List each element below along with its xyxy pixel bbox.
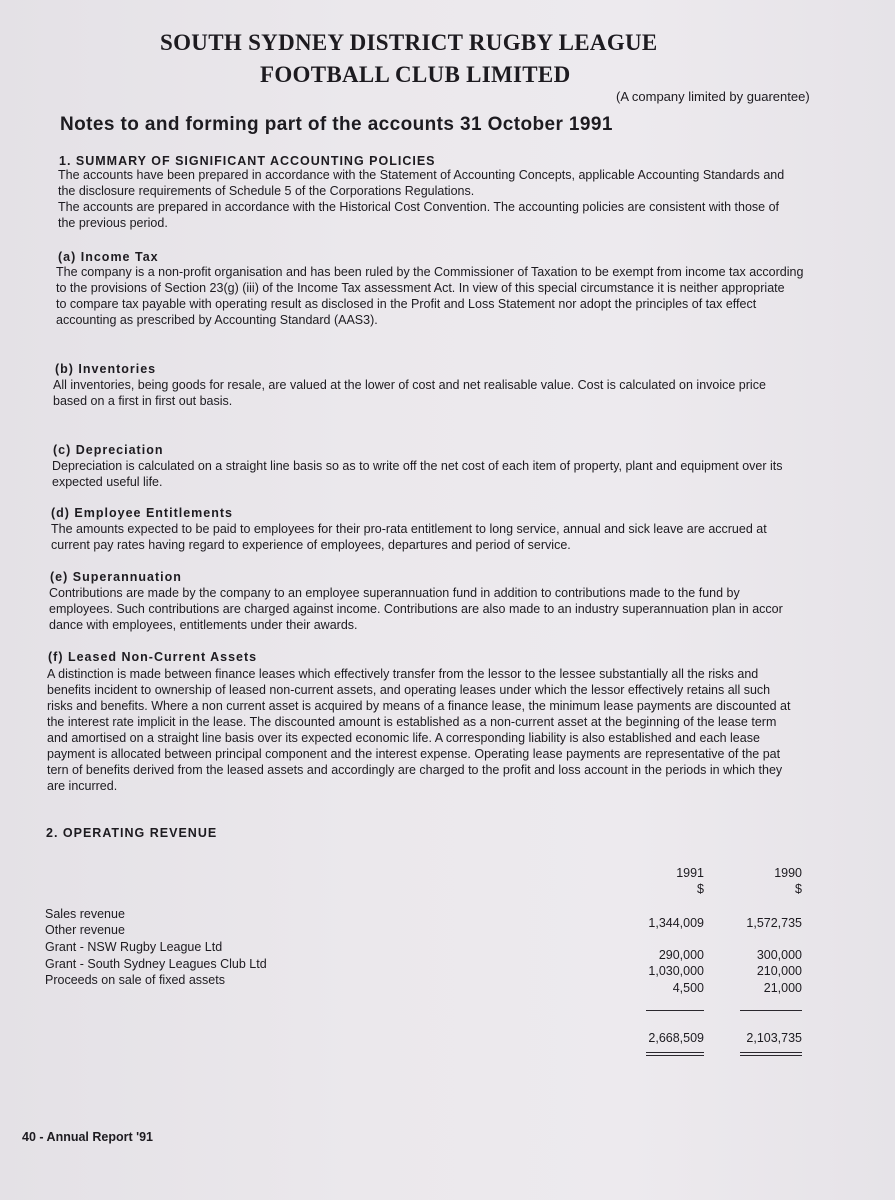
total-1991: 2,668,509 — [648, 1031, 704, 1045]
note-b-title: (b) Inventories — [55, 362, 157, 376]
note-line: and amortised on a straight line basis over its expected economic life. A corresponding liability is also established and each lease — [47, 731, 760, 745]
value-1990: 300,000 — [756, 948, 802, 962]
subtotal-rule — [740, 1010, 802, 1011]
subtotal-rule — [646, 1010, 704, 1011]
row-label: Grant - South Sydney Leagues Club Ltd — [45, 957, 267, 971]
club-title-line2: FOOTBALL CLUB LIMITED — [260, 62, 571, 87]
note-line: The amounts expected to be paid to employees for their pro-rata entitlement to long service, annual and sick leave are accrued at — [51, 522, 767, 536]
column-header-unit: $ — [795, 882, 802, 896]
column-header-unit: $ — [697, 882, 704, 896]
note-line: accounting as prescribed by Accounting Standard (AAS3). — [56, 313, 378, 327]
company-subtitle: (A company limited by guarentee) — [616, 89, 810, 104]
note-line: payment is allocated between principal component and the interest expense. Operating lease payments are representative of the pat — [47, 747, 781, 761]
note-e-body — [49, 585, 783, 633]
section1-line: the disclosure requirements of Schedule 5 of the Corporations Regulations. — [58, 184, 475, 198]
total-double-rule — [646, 1052, 704, 1053]
value-1990: 21,000 — [763, 981, 802, 995]
note-line: A distinction is made between finance leases which effectively transfer from the lessor to the lessee substantially all the risks and — [47, 667, 759, 681]
total-double-rule — [646, 1055, 704, 1056]
page-heading: Notes to and forming part of the accounts 31 October 1991 — [60, 114, 613, 135]
note-line: based on a first in first out basis. — [53, 394, 233, 408]
club-title-line1: SOUTH SYDNEY DISTRICT RUGBY LEAGUE — [160, 30, 658, 55]
note-e-title: (e) Superannuation — [50, 570, 182, 584]
note-c-body — [52, 458, 783, 490]
note-line: current pay rates having regard to experience of employees, departures and period of service. — [51, 538, 571, 552]
note-line: Contributions are made by the company to an employee superannuation fund in addition to contributions made to the fund by — [49, 586, 740, 600]
section1-line: The accounts have been prepared in accordance with the Statement of Accounting Concepts, applicable Accounting Standards and — [58, 168, 785, 182]
section1-line: The accounts are prepared in accordance with the Historical Cost Convention. The accounting policies are consistent with those of — [58, 200, 779, 214]
total-double-rule — [740, 1055, 802, 1056]
note-a-title: (a) Income Tax — [58, 250, 159, 264]
total-1990: 2,103,735 — [746, 1031, 802, 1045]
note-c-title: (c) Depreciation — [53, 443, 164, 457]
note-line: to the provisions of Section 23(g) (iii) of the Income Tax assessment Act. In view of this special circumstance it is neither appropriate — [56, 281, 785, 295]
section2-title: 2. OPERATING REVENUE — [46, 826, 218, 840]
note-line: risks and benefits. Where a non current asset is acquired by means of a finance lease, the minimum lease payments are discounted at — [47, 699, 791, 713]
note-d-body — [51, 521, 767, 553]
column-header-year: 1991 — [676, 866, 704, 880]
row-label: Proceeds on sale of fixed assets — [45, 973, 225, 987]
note-line: the interest rate implicit in the lease. The discounted amount is established as a non-current asset at the beginning of the lease term — [47, 715, 777, 729]
note-line: benefits incident to ownership of leased non-current assets, and operating leases under which the lessor effectively retains all such — [47, 683, 771, 697]
note-d-title: (d) Employee Entitlements — [51, 506, 233, 520]
note-line: are incurred. — [47, 779, 118, 793]
note-line: expected useful life. — [52, 475, 163, 489]
column-header-year: 1990 — [774, 866, 802, 880]
note-f-title: (f) Leased Non-Current Assets — [48, 650, 258, 664]
page-footer: 40 - Annual Report '91 — [22, 1130, 154, 1144]
note-line: The company is a non-profit organisation and has been ruled by the Commissioner of Taxation to be exempt from income tax according — [56, 265, 804, 279]
note-f-body — [47, 666, 790, 794]
value-1991: 290,000 — [658, 948, 704, 962]
row-label: Sales revenue — [45, 907, 125, 921]
section1-line: the previous period. — [58, 216, 168, 230]
note-line: dance with employees, entitlements under their awards. — [49, 618, 358, 632]
note-line: tern of benefits derived from the leased assets and accordingly are charged to the profit and loss account in the periods in which they — [47, 763, 783, 777]
value-1991: 1,344,009 — [648, 916, 704, 930]
section1-title: 1. SUMMARY OF SIGNIFICANT ACCOUNTING POLICIES — [59, 154, 436, 168]
value-1991: 4,500 — [672, 981, 704, 995]
row-label: Other revenue — [45, 923, 125, 937]
section1-body — [58, 167, 784, 231]
row-label: Grant - NSW Rugby League Ltd — [45, 940, 223, 954]
value-1991: 1,030,000 — [648, 964, 704, 978]
total-double-rule — [740, 1052, 802, 1053]
note-line: employees. Such contributions are charged against income. Contributions are also made to an industry superannuation plan in accor — [49, 602, 783, 616]
note-a-body — [56, 264, 803, 328]
value-1990: 1,572,735 — [746, 916, 802, 930]
note-line: to compare tax payable with operating result as disclosed in the Profit and Loss Statement nor adopt the principles of tax effect — [56, 297, 757, 311]
note-b-body — [53, 377, 766, 409]
value-1990: 210,000 — [756, 964, 802, 978]
note-line: Depreciation is calculated on a straight line basis so as to write off the net cost of each item of property, plant and equipment over its — [52, 459, 783, 473]
note-line: All inventories, being goods for resale, are valued at the lower of cost and net realisable value. Cost is calculated on invoice price — [53, 378, 766, 392]
